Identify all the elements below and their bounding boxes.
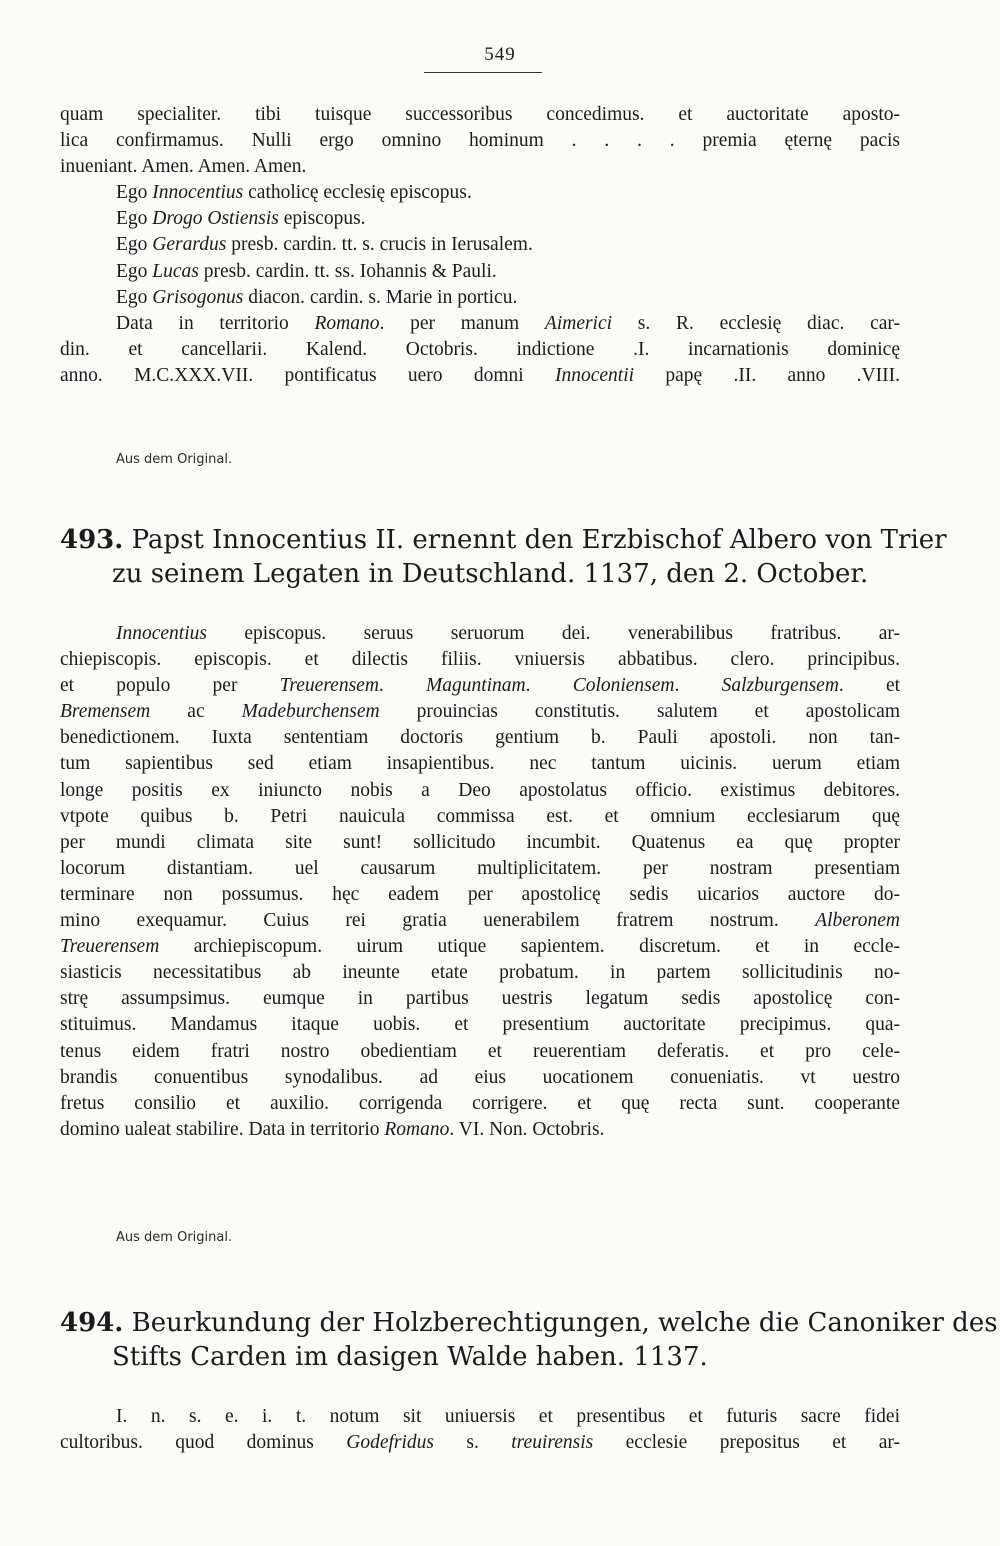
text-line: chiepiscopis. episcopis. et dilectis filiis. vniuersis abbatibus. clero. principibus. (60, 649, 900, 671)
text-line: inueniant. Amen. Amen. Amen. (60, 156, 307, 178)
document-title: Papst Innocentius II. ernennt den Erzbischof Albero von Trier (131, 525, 947, 555)
previous-document-ending (60, 102, 900, 389)
text-line: locorum distantiam. uel causarum multiplicitatem. per nostram presentiam (60, 857, 900, 879)
signature-line: Ego Grisogonus diacon. cardin. s. Marie in porticu. (116, 286, 518, 308)
document-title: zu seinem Legaten in Deutschland. 1137, den 2. October. (112, 559, 869, 589)
page-number-rule (424, 72, 542, 73)
signature-line: Ego Gerardus presb. cardin. tt. s. crucis in Ierusalem. (116, 234, 533, 256)
signatory-name: Lucas (152, 260, 199, 282)
text-line: lica confirmamus. Nulli ergo omnino hominum . . . . premia ęternę pacis (60, 130, 900, 152)
text-line: Bremensem ac Madeburchensem prouincias constitutis. salutem et apostolicam (60, 701, 900, 723)
dating-clause: Data in territorio Romano. per manum Aimerici s. R. ecclesię diac. car- (116, 312, 900, 334)
dating-clause: din. et cancellarii. Kalend. Octobris. indictione .I. incarnationis dominicę (60, 338, 900, 360)
text-line: vtpote quibus b. Petri nauicula commissa est. et omnium ecclesiarum quę (60, 805, 900, 827)
document-title: Stifts Carden im dasigen Walde haben. 1137. (112, 1342, 708, 1372)
document-text-493 (60, 621, 900, 1143)
text-line: tum sapientibus sed etiam insapientibus. nec tantum uicinis. uerum etiam (60, 753, 900, 775)
signatory-name: Innocentius (152, 182, 244, 204)
text-line: terminare non possumus. hęc eadem per apostolicę sedis uicarios auctore do- (60, 883, 900, 905)
document-text-494 (60, 1404, 900, 1456)
document-number: 493. (60, 525, 124, 555)
text-line: Innocentius episcopus. seruus seruorum dei. venerabilibus fratribus. ar- (116, 623, 900, 644)
text-line: fretus consilio et auxilio. corrigenda corrigere. et quę recta sunt. cooperante (60, 1092, 900, 1114)
document-title: Beurkundung der Holzberechtigungen, welche die Canoniker des (131, 1308, 998, 1338)
source-note: Aus dem Original. (116, 452, 233, 467)
text-line: longe positis ex iniuncto nobis a Deo apostolatus officio. existimus debitores. (60, 779, 900, 801)
text-line: brandis conuentibus synodalibus. ad eius uocationem conueniatis. vt uestro (60, 1066, 900, 1088)
document-number: 494. (60, 1308, 124, 1338)
signature-line: Ego Innocentius catholicę ecclesię episcopus. (116, 182, 472, 204)
text-line: siasticis necessitatibus ab ineunte etate probatum. in partem sollicitudinis no- (60, 962, 900, 984)
text-line: domino ualeat stabilire. Data in territorio Romano. VI. Non. Octobris. (60, 1118, 605, 1140)
text-line: et populo per Treuerensem. Maguntinam. Coloniensem. Salzburgensem. et (60, 675, 901, 697)
text-line: Treuerensem archiepiscopum. uirum utique sapientem. discretum. et in eccle- (60, 936, 900, 958)
text-line: per mundi climata site sunt! sollicitudo incumbit. Quatenus ea quę propter (60, 831, 900, 853)
signature-line: Ego Drogo Ostiensis episcopus. (116, 208, 366, 230)
text-line: tenus eidem fratri nostro obedientiam et reuerentiam deferatis. et pro cele- (60, 1040, 900, 1062)
text-line: strę assumpsimus. eumque in partibus uestris legatum sedis apostolicę con- (60, 988, 900, 1010)
dating-clause: anno. M.C.XXX.VII. pontificatus uero domni Innocentii papę .II. anno .VIII. (60, 364, 900, 386)
signatory-name: Gerardus (152, 234, 227, 256)
signatory-name: Grisogonus (152, 286, 244, 308)
text-line: benedictionem. Iuxta sententiam doctoris gentium b. Pauli apostoli. non tan- (60, 727, 900, 749)
page-number: 549 (484, 44, 516, 65)
text-line: mino exequamur. Cuius rei gratia uenerabilem fratrem nostrum. Alberonem (60, 910, 900, 932)
text-line: I. n. s. e. i. t. notum sit uniuersis et presentibus et futuris sacre fidei (116, 1406, 900, 1427)
document-heading-493 (60, 523, 947, 591)
source-note: Aus dem Original. (116, 1230, 233, 1245)
document-heading-494 (60, 1306, 998, 1374)
signatory-name: Drogo Ostiensis (152, 208, 279, 230)
text-line: cultoribus. quod dominus Godefridus s. treuirensis ecclesie prepositus et ar- (60, 1432, 901, 1454)
signature-line: Ego Lucas presb. cardin. tt. ss. Iohannis & Pauli. (116, 260, 497, 282)
text-line: stituimus. Mandamus itaque uobis. et presentium auctoritate precipimus. qua- (60, 1014, 900, 1036)
text-line: quam specialiter. tibi tuisque successoribus concedimus. et auctoritate aposto- (60, 104, 900, 125)
